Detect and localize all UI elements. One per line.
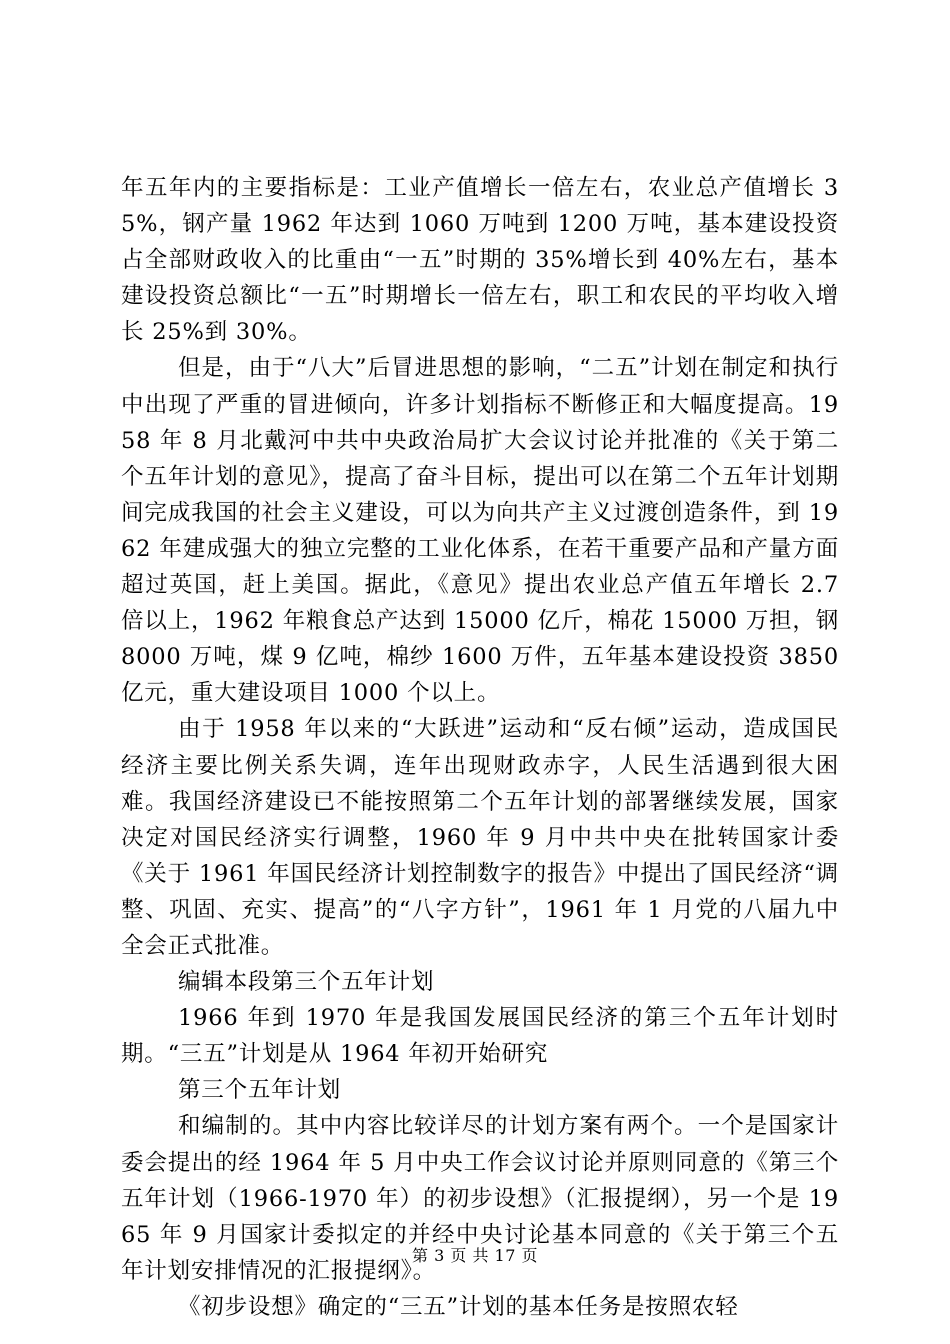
subheading-third-plan: 第三个五年计划 [178, 1077, 342, 1104]
document-body [121, 170, 839, 1325]
paragraph-plan-drafts: 和编制的。其中内容比较详尽的计划方案有两个。一个是国家计委会提出的经 1964 年 5 月中央工作会议讨论并原则同意的《第三个五年计划（1966-1970 年）的初步设想》（汇报提纲），另一个是 1965 年 9 月国家计委拟定的并经中央讨论基本同意的《关于第三个五年计划安排情况的汇报提纲》。 [121, 1113, 839, 1284]
paragraph-rash-advance: 但是，由于“八大”后冒进思想的影响，“二五”计划在制定和执行中出现了严重的冒进倾向，许多计划指标不断修正和大幅度提高。1958 年 8 月北戴河中共中央政治局扩大会议讨论并批准的《关于第二个五年计划的意见》，提高了奋斗目标，提出可以在第二个五年计划期间完成我国的社会主义建设，可以为向共产主义过渡创造条件，到 1962 年建成强大的独立完整的工业化体系，在若干重要产品和产量方面超过英国，赶上美国。据此，《意见》提出农业总产值五年增长 2.7 倍以上，1962 年粮食总产达到 15000 亿斤，棉花 15000 万担，钢 8000 万吨，煤 9 亿吨，棉纱 1600 万件，五年基本建设投资 3850 亿元，重大建设项目 1000 个以上。 [121, 355, 839, 707]
paragraph-great-leap: 由于 1958 年以来的“大跃进”运动和“反右倾”运动，造成国民经济主要比例关系失调，连年出现财政赤字，人民生活遇到很大困难。我国经济建设已不能按照第二个五年计划的部署继续发展，国家决定对国民经济实行调整，1960 年 9 月中共中央在批转国家计委《关于 1961 年国民经济计划控制数字的报告》中提出了国民经济“调整、巩固、充实、提高”的“八字方针”，1961 年 1 月党的八届九中全会正式批准。 [121, 716, 839, 959]
page-footer [0, 1245, 950, 1267]
paragraph-preliminary-ideas: 《初步设想》确定的“三五”计划的基本任务是按照农轻 [178, 1293, 739, 1320]
section-heading-third-plan: 编辑本段第三个五年计划 [178, 969, 435, 996]
page-number-label: 第 3 页 共 17 页 [412, 1246, 538, 1265]
paragraph-main-targets: 年五年内的主要指标是：工业产值增长一倍左右，农业总产值增长 35%，钢产量 1962 年达到 1060 万吨到 1200 万吨，基本建设投资占全部财政收入的比重由“一五”时期的 35%增长到 40%左右，基本建设投资总额比“一五”时期增长一倍左右，职工和农民的平均收入增长 25%到 30%。 [121, 175, 839, 346]
paragraph-third-plan-intro: 1966 年到 1970 年是我国发展国民经济的第三个五年计划时期。“三五”计划是从 1964 年初开始研究 [121, 1005, 839, 1068]
